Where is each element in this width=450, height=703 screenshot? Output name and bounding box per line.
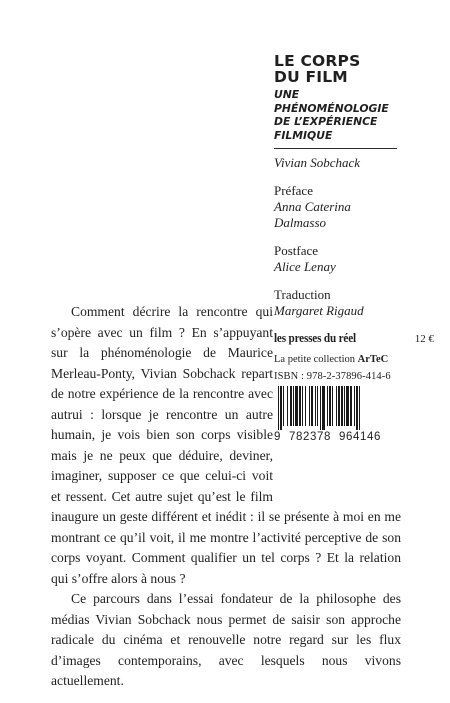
subtitle-line: DE L’EXPÉRIENCE <box>274 115 378 129</box>
collection-name: ArTeC <box>357 354 389 365</box>
book-title-line-2: DU FILM <box>274 68 348 86</box>
book-title-line-1: LE CORPS <box>274 52 361 70</box>
paragraph-1-text: Comment décrire la rencontre qui s’opère avec un film ? En s’appuyant sur la phénoménologie de Maurice Merleau-Ponty, Vivian Sobchack repart de notre expérience de la rencontre avec autrui : lorsque je rencontre un autre humain, je vois bien son corps visible mais je ne peux que déduire, deviner, imaginer, supposer ce que celui-ci voit et ressent. Cet autre sujet qu’est le film inaugure un geste différent et inédit : il se présente à moi en me montrant ce qu’il voit, il me montre l’activité perceptive de son corps voyant. Comment qualifier un tel corps ? Et la relation qui s’offre alors à nous ? <box>51 304 401 586</box>
price-label: 12 € <box>414 333 434 345</box>
paragraph-2-text: Ce parcours dans l’essai fondateur de la philosophe des médias Vivian Sobchack nous permet de saisir son approche radicale du cinéma et renouvelle notre regard sur les flux d’images contemporains, avec lesquels nous vivons actuellement. <box>51 591 401 688</box>
collection-prefix: La petite collection <box>274 354 358 365</box>
credit-name: Margaret Rigaud <box>274 303 364 319</box>
title-divider <box>274 148 397 149</box>
credit-name: Dalmasso <box>274 215 327 231</box>
subtitle-line: FILMIQUE <box>274 128 333 142</box>
author-name: Vivian Sobchack <box>274 155 361 171</box>
credit-postface <box>274 243 434 275</box>
title-block <box>274 53 434 319</box>
book-subtitle <box>274 88 434 142</box>
credit-name: Anna Caterina <box>274 199 351 215</box>
credit-role: Traduction <box>274 287 331 303</box>
back-cover-text <box>51 302 401 692</box>
body-paragraph <box>51 589 401 692</box>
isbn-label: ISBN : 978-2-37896-414-6 <box>274 371 391 382</box>
credit-role: Préface <box>274 183 313 199</box>
subtitle-line: PHÉNOMÉNOLOGIE <box>274 101 389 115</box>
barcode-digit-group: 9 <box>274 431 281 443</box>
credit-role: Postface <box>274 243 319 259</box>
barcode-digit-group: 782378 <box>289 431 331 443</box>
text-wrap-spacer <box>273 302 401 487</box>
credit-name: Alice Lenay <box>274 259 336 275</box>
subtitle-line: UNE <box>274 88 300 101</box>
credit-preface <box>274 183 434 231</box>
barcode-digit-group: 964146 <box>338 431 381 443</box>
publisher-name: les presses du réel <box>274 330 356 345</box>
